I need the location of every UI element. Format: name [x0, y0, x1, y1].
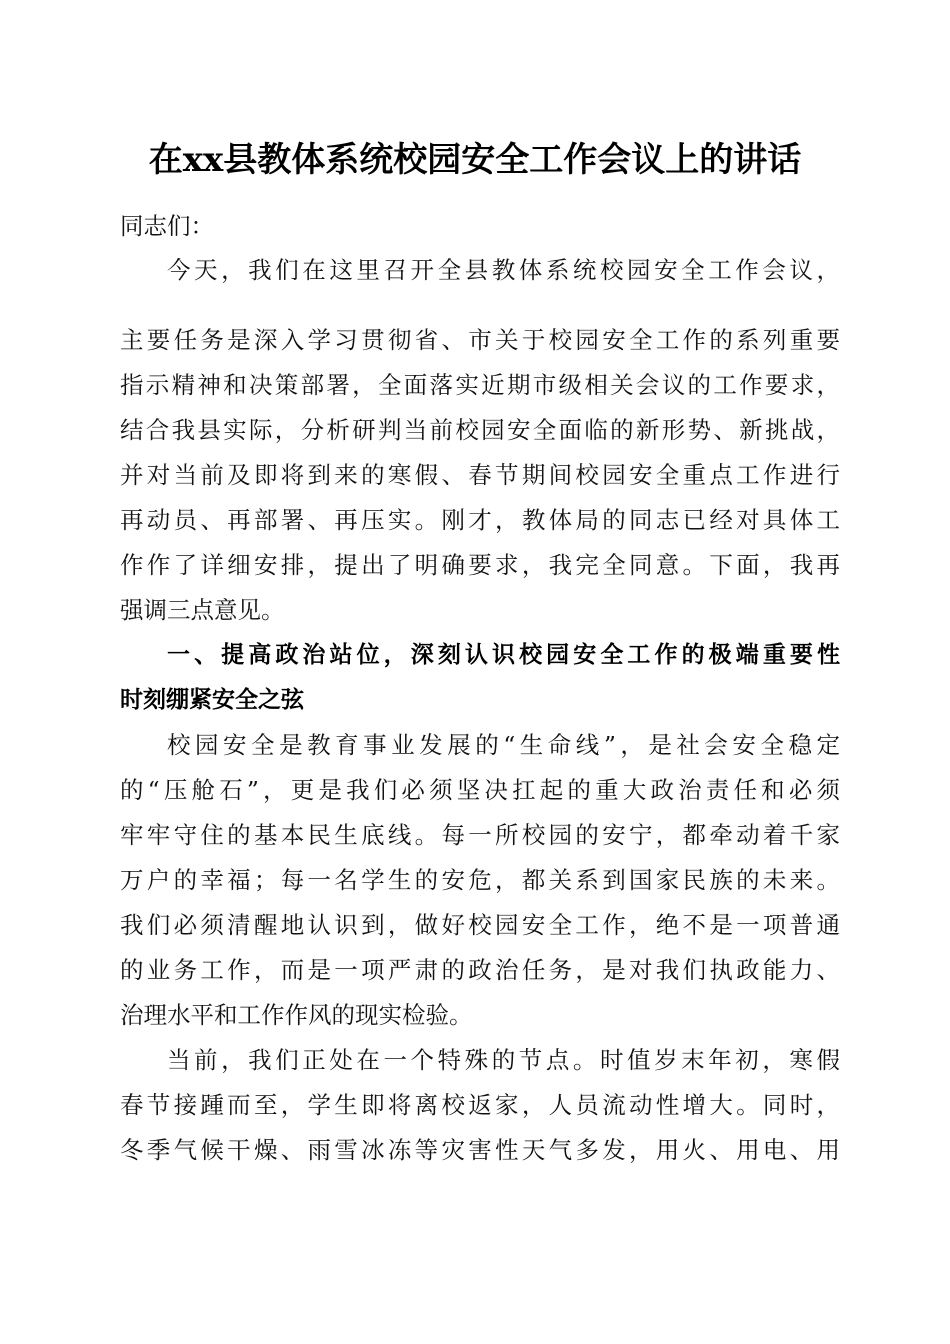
paragraph-line: 作作了详细安排，提出了明确要求，我完全同意。下面，我再	[120, 551, 840, 579]
paragraph-line: 指示精神和决策部署，全面落实近期市级相关会议的工作要求，	[120, 371, 840, 399]
paragraph-line: 的“压舱石”，更是我们必须坚决扛起的重大政治责任和必须	[120, 776, 840, 804]
section-heading-continued: 时刻绷紧安全之弦	[120, 687, 304, 713]
paragraph-line: 结合我县实际，分析研判当前校园安全面临的新形势、新挑战，	[120, 416, 840, 444]
paragraph-line: 再动员、再部署、再压实。刚才，教体局的同志已经对具体工	[120, 506, 840, 534]
paragraph-line: 我们必须清醒地认识到，做好校园安全工作，绝不是一项普通	[120, 911, 840, 939]
paragraph-line: 牢牢守住的基本民生底线。每一所校园的安宁，都牵动着千家	[120, 821, 840, 849]
paragraph-line: 冬季气候干燥、雨雪冰冻等灾害性天气多发，用火、用电、用	[120, 1136, 840, 1164]
paragraph-line: 的业务工作，而是一项严肃的政治任务，是对我们执政能力、	[120, 956, 840, 984]
paragraph-line: 万户的幸福；每一名学生的安危，都关系到国家民族的未来。	[120, 866, 840, 894]
paragraph-line: 今天，我们在这里召开全县教体系统校园安全工作会议，	[167, 256, 840, 284]
paragraph-line: 当前，我们正处在一个特殊的节点。时值岁末年初，寒假	[167, 1046, 840, 1074]
paragraph-line: 并对当前及即将到来的寒假、春节期间校园安全重点工作进行	[120, 461, 840, 489]
paragraph-line: 春节接踵而至，学生即将离校返家，人员流动性增大。同时，	[120, 1091, 840, 1119]
section-heading: 一、提高政治站位，深刻认识校园安全工作的极端重要性	[167, 642, 840, 668]
salutation: 同志们：	[120, 212, 214, 240]
document-title: 在xx县教体系统校园安全工作会议上的讲话	[148, 140, 802, 180]
paragraph-line: 强调三点意见。	[120, 596, 285, 624]
paragraph-line: 治理水平和工作作风的现实检验。	[120, 1001, 473, 1029]
paragraph-line: 校园安全是教育事业发展的“生命线”，是社会安全稳定	[167, 731, 840, 759]
paragraph-line: 主要任务是深入学习贯彻省、市关于校园安全工作的系列重要	[120, 326, 840, 354]
